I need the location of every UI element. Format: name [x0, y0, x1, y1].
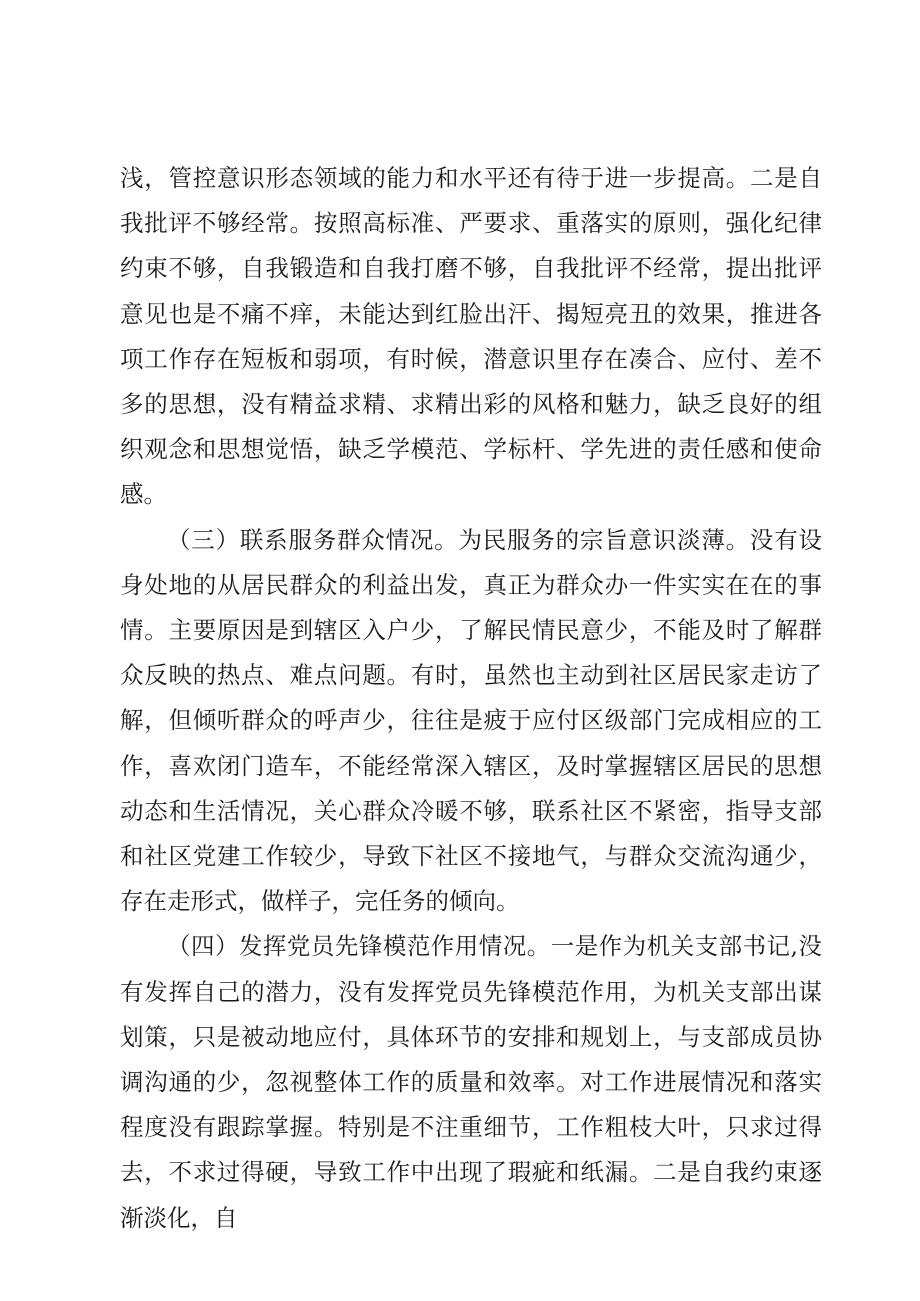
- paragraph-continuation: 浅，管控意识形态领域的能力和水平还有待于进一步提高。二是自我批评不够经常。按照高标准、严要求、重落实的原则，强化纪律约束不够，自我锻造和自我打磨不够，自我批评不经常，提出批评意见也是不痛不痒，未能达到红脸出汗、揭短亮丑的效果，推进各项工作存在短板和弱项，有时候，潜意识里存在凑合、应付、差不多的思想，没有精益求精、求精出彩的风格和魅力，缺乏良好的组织观念和思想觉悟，缺乏学模范、学标杆、学先进的责任感和使命感。: [120, 164, 822, 509]
- paragraph-section-4: （四）发挥党员先锋模范作用情况。一是作为机关支部书记,没有发挥自己的潜力，没有发挥党员先锋模范作用，为机关支部出谋划策，只是被动地应付，具体环节的安排和规划上，与支部成员协调沟通的少，忽视整体工作的质量和效率。对工作进展情况和落实程度没有跟踪掌握。特别是不注重细节，工作粗枝大叶，只求过得去，不求过得硬，导致工作中出现了瑕疵和纸漏。二是自我约束逐渐淡化，自: [120, 932, 822, 1232]
- document-body: [120, 156, 822, 1241]
- paragraph-section-3: （三）联系服务群众情况。为民服务的宗旨意识淡薄。没有设身处地的从居民群众的利益出发，真正为群众办一件实实在在的事情。主要原因是到辖区入户少，了解民情民意少，不能及时了解群众反映的热点、难点问题。有时，虽然也主动到社区居民家走访了解，但倾听群众的呼声少，往往是疲于应付区级部门完成相应的工作，喜欢闭门造车，不能经常深入辖区，及时掌握辖区居民的思想动态和生活情况，关心群众冷暖不够，联系社区不紧密，指导支部和社区党建工作较少，导致下社区不接地气，与群众交流沟通少，存在走形式，做样子，完任务的倾向。: [120, 525, 822, 916]
